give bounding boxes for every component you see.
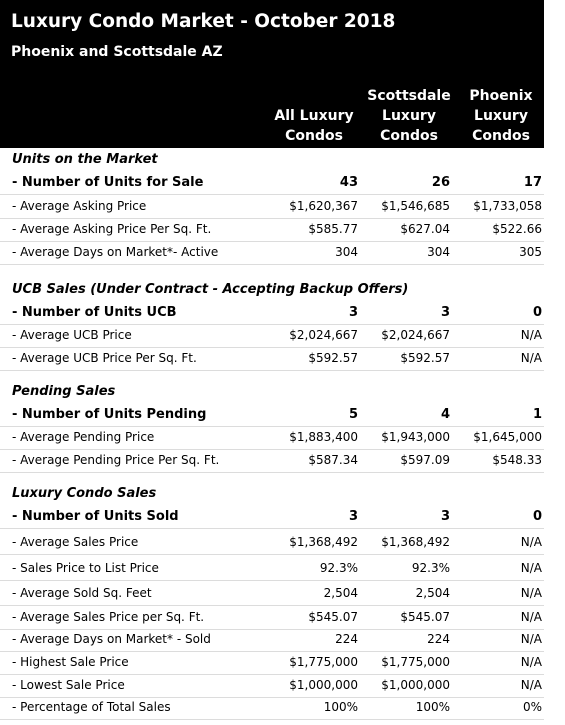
- table-row: [0, 678, 565, 698]
- table-row: [0, 586, 565, 606]
- row-divider: [0, 674, 544, 675]
- row-divider: [0, 697, 544, 698]
- row-divider: [0, 554, 544, 555]
- table-cell: 224: [427, 632, 450, 646]
- row-label: - Average Sold Sq. Feet: [12, 586, 152, 600]
- table-cell: N/A: [520, 561, 542, 575]
- table-cell: $1,368,492: [289, 535, 358, 549]
- table-row: [0, 305, 565, 325]
- row-divider: [0, 218, 544, 219]
- row-divider: [0, 605, 544, 606]
- report-title: Luxury Condo Market - October 2018: [11, 11, 396, 32]
- column-header-line: Scottsdale: [367, 88, 451, 104]
- column-header-line: All Luxury: [274, 108, 354, 124]
- table-cell: 100%: [415, 700, 450, 714]
- table-cell: $1,775,000: [289, 655, 358, 669]
- column-header-line: Condos: [380, 128, 438, 144]
- table-cell: 0: [532, 509, 542, 524]
- row-divider: [0, 651, 544, 652]
- table-cell: $1,368,492: [381, 535, 450, 549]
- row-label: - Number of Units Sold: [12, 509, 179, 524]
- table-row: [0, 655, 565, 675]
- row-label: - Average Days on Market*- Active: [12, 245, 219, 259]
- row-label: - Average Sales Price per Sq. Ft.: [12, 610, 205, 624]
- table-cell: 305: [519, 245, 542, 259]
- table-cell: 100%: [323, 700, 358, 714]
- table-cell: 17: [523, 175, 542, 190]
- table-cell: N/A: [520, 610, 542, 624]
- row-divider: [0, 370, 544, 371]
- column-header-line: Luxury: [474, 108, 528, 124]
- table-cell: 3: [348, 509, 358, 524]
- table-row: [0, 351, 565, 371]
- row-label: - Sales Price to List Price: [12, 561, 159, 575]
- table-cell: $545.07: [308, 610, 358, 624]
- table-cell: $1,733,058: [473, 199, 542, 213]
- row-label: - Lowest Sale Price: [12, 678, 125, 692]
- row-divider: [0, 241, 544, 242]
- table-cell: $597.09: [400, 453, 450, 467]
- section-title: Units on the Market: [12, 152, 158, 167]
- table-cell: 92.3%: [411, 561, 450, 575]
- row-divider: [0, 426, 544, 427]
- table-row: [0, 610, 565, 630]
- column-header-all-luxury: [262, 106, 366, 146]
- table-cell: $2,024,667: [289, 328, 358, 342]
- table-row: [0, 509, 565, 529]
- column-header-scottsdale: [362, 86, 456, 146]
- table-cell: 2,504: [415, 586, 450, 600]
- row-divider: [0, 324, 544, 325]
- row-label: - Average Asking Price Per Sq. Ft.: [12, 222, 212, 236]
- column-header-line: Condos: [472, 128, 530, 144]
- row-label: - Average Pending Price: [12, 430, 155, 444]
- section-title: UCB Sales (Under Contract - Accepting Backup Offers): [12, 282, 409, 297]
- table-cell: $592.57: [400, 351, 450, 365]
- table-cell: $592.57: [308, 351, 358, 365]
- row-divider: [0, 719, 544, 720]
- table-row: [0, 222, 565, 242]
- table-cell: $1,943,000: [381, 430, 450, 444]
- row-label: - Average Asking Price: [12, 199, 147, 213]
- column-header-line: Condos: [285, 128, 343, 144]
- table-row: [0, 632, 565, 652]
- row-divider: [0, 580, 544, 581]
- table-cell: N/A: [520, 632, 542, 646]
- table-cell: N/A: [520, 535, 542, 549]
- table-cell: $1,000,000: [289, 678, 358, 692]
- row-label: - Average Days on Market* - Sold: [12, 632, 211, 646]
- table-cell: $1,620,367: [289, 199, 358, 213]
- table-cell: $1,546,685: [381, 199, 450, 213]
- column-header-phoenix: [456, 86, 546, 146]
- table-cell: 3: [348, 305, 358, 320]
- table-row: [0, 199, 565, 219]
- table-cell: N/A: [520, 678, 542, 692]
- row-label: - Highest Sale Price: [12, 655, 129, 669]
- table-cell: $585.77: [308, 222, 358, 236]
- table-cell: N/A: [520, 586, 542, 600]
- section-title: Luxury Condo Sales: [12, 486, 157, 501]
- table-row: [0, 328, 565, 348]
- table-cell: 0: [532, 305, 542, 320]
- table-cell: $627.04: [400, 222, 450, 236]
- table-cell: $1,883,400: [289, 430, 358, 444]
- table-cell: N/A: [520, 351, 542, 365]
- table-row: [0, 407, 565, 427]
- section-title: Pending Sales: [12, 384, 116, 399]
- row-divider: [0, 629, 544, 630]
- row-label: - Number of Units Pending: [12, 407, 207, 422]
- table-cell: $1,645,000: [473, 430, 542, 444]
- table-cell: N/A: [520, 328, 542, 342]
- row-divider: [0, 264, 544, 265]
- table-cell: $1,000,000: [381, 678, 450, 692]
- row-label: - Number of Units for Sale: [12, 175, 204, 190]
- row-divider: [0, 194, 544, 195]
- table-cell: 224: [335, 632, 358, 646]
- table-cell: 2,504: [323, 586, 358, 600]
- table-row: [0, 453, 565, 473]
- row-divider: [0, 449, 544, 450]
- table-cell: $522.66: [492, 222, 542, 236]
- table-cell: 0%: [522, 700, 542, 714]
- report-subtitle: Phoenix and Scottsdale AZ: [11, 44, 223, 60]
- table-cell: 26: [431, 175, 450, 190]
- column-header-line: Phoenix: [469, 88, 533, 104]
- row-divider: [0, 528, 544, 529]
- table-cell: 304: [335, 245, 358, 259]
- row-divider: [0, 472, 544, 473]
- table-cell: 1: [532, 407, 542, 422]
- table-cell: 3: [440, 305, 450, 320]
- table-cell: $2,024,667: [381, 328, 450, 342]
- row-label: - Number of Units UCB: [12, 305, 177, 320]
- row-label: - Average Pending Price Per Sq. Ft.: [12, 453, 220, 467]
- row-label: - Average UCB Price Per Sq. Ft.: [12, 351, 197, 365]
- table-cell: 43: [339, 175, 358, 190]
- table-cell: $548.33: [492, 453, 542, 467]
- row-divider: [0, 347, 544, 348]
- table-row: [0, 245, 565, 265]
- table-cell: 92.3%: [319, 561, 358, 575]
- table-cell: $1,775,000: [381, 655, 450, 669]
- table-cell: $545.07: [400, 610, 450, 624]
- row-label: - Average UCB Price: [12, 328, 132, 342]
- row-label: - Percentage of Total Sales: [12, 700, 171, 714]
- row-label: - Average Sales Price: [12, 535, 139, 549]
- column-header-line: Luxury: [382, 108, 436, 124]
- table-cell: 5: [348, 407, 358, 422]
- table-row: [0, 561, 565, 581]
- table-row: [0, 535, 565, 555]
- table-row: [0, 430, 565, 450]
- table-cell: 304: [427, 245, 450, 259]
- table-cell: N/A: [520, 655, 542, 669]
- table-cell: 4: [440, 407, 450, 422]
- table-cell: 3: [440, 509, 450, 524]
- table-row: [0, 700, 565, 720]
- report-header: [0, 0, 544, 148]
- table-cell: $587.34: [308, 453, 358, 467]
- table-row: [0, 175, 565, 195]
